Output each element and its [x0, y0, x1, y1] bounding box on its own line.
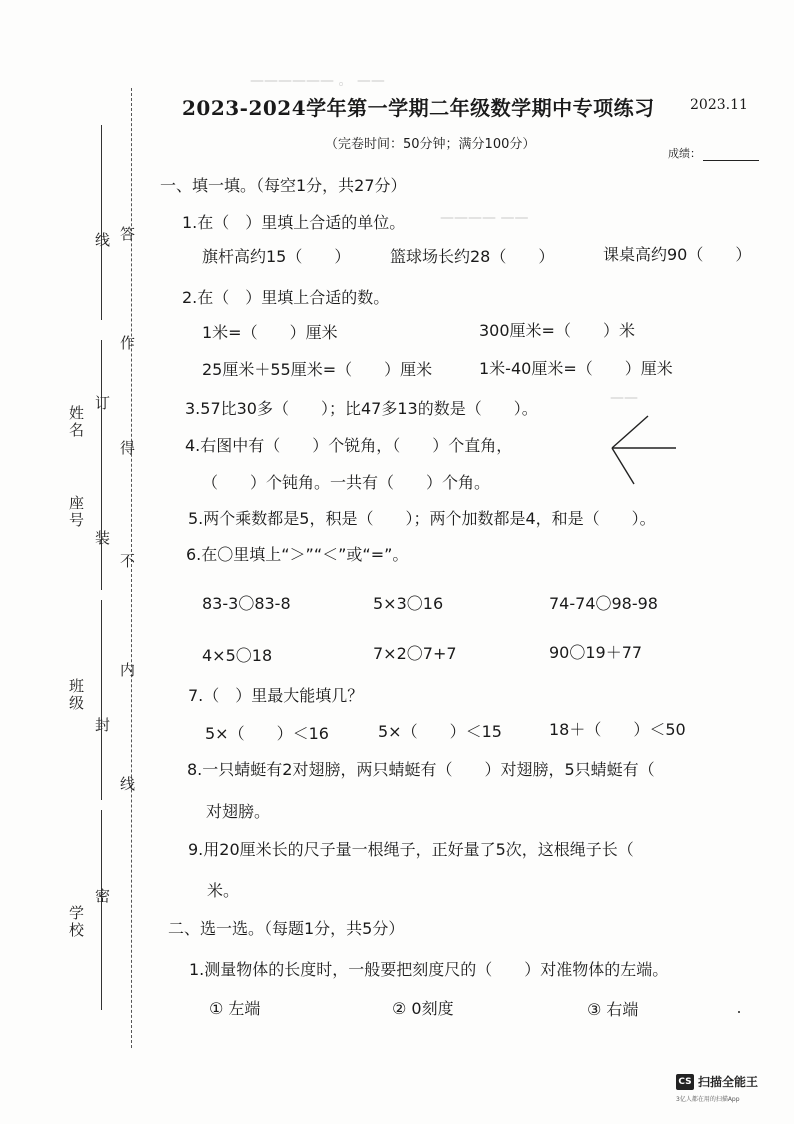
camscanner-name: 扫描全能王: [698, 1075, 759, 1089]
question-2-item: 1米-40厘米=（ ）厘米: [479, 359, 673, 378]
camscanner-watermark: [676, 1073, 758, 1090]
binding-underline: [101, 125, 102, 320]
angle-figure: [604, 408, 684, 488]
question-6-item: 74-74〇98-98: [549, 594, 658, 613]
option-c[interactable]: ③ 右端: [587, 1000, 639, 1019]
question-6-stem: 6.在〇里填上“＞”“＜”或“=”。: [186, 545, 409, 564]
bleed-through-mark: ——: [610, 390, 638, 406]
question-5: 5.两个乘数都是5，积是（ ）；两个加数都是4，和是（ ）。: [188, 509, 656, 528]
binding-word: 作: [118, 335, 136, 352]
binding-underline: [101, 340, 102, 590]
speck: [738, 1011, 740, 1013]
question-6-item: 7×2〇7+7: [373, 644, 457, 663]
school-label: 学校: [67, 905, 85, 939]
section-heading: 二、选一选。（每题1分，共5分）: [168, 919, 405, 938]
binding-word: 答: [118, 226, 136, 243]
exam-date: 2023.11: [690, 97, 748, 113]
question-6-item: 90〇19＋77: [549, 643, 643, 662]
binding-word: 装: [93, 530, 111, 547]
angle-ray: [612, 448, 634, 484]
binding-word: 不: [118, 553, 136, 570]
question-7-item: 5×（ ）＜16: [205, 724, 329, 743]
question-6-item: 5×3〇16: [373, 594, 444, 613]
question-7-item: 5×（ ）＜15: [378, 722, 502, 741]
question-1-stem: 1.在（ ）里填上合适的单位。: [182, 213, 406, 232]
question-2-item: 300厘米=（ ）米: [479, 321, 635, 340]
section-heading: 一、填一填。（每空1分，共27分）: [160, 176, 407, 195]
binding-word: 封: [93, 717, 111, 734]
question-6-item: 83-3〇83-8: [202, 594, 291, 613]
seat-label: 座号: [67, 495, 85, 529]
name-label: 姓名: [67, 405, 85, 439]
binding-word: 订: [93, 395, 111, 412]
section-2-question-1-stem: 1.测量物体的长度时，一般要把刻度尺的（ ）对准物体的左端。: [189, 960, 669, 979]
question-2-item: 25厘米＋55厘米=（ ）厘米: [202, 360, 433, 379]
binding-word: 密: [93, 888, 111, 905]
question-6-item: 4×5〇18: [202, 646, 273, 665]
question-1-item: 课桌高约90（ ）: [603, 245, 752, 264]
page-title: 2023-2024学年第一学期二年级数学期中专项练习: [182, 96, 655, 120]
question-9-line-2: 米。: [207, 881, 240, 900]
camscanner-tagline: 3亿人都在用的扫描App: [676, 1096, 740, 1103]
question-1-item: 旗杆高约15（ ）: [202, 247, 351, 266]
class-label: 班级: [67, 678, 85, 712]
score-label: 成绩：: [668, 147, 701, 160]
score-field[interactable]: [668, 145, 759, 161]
option-b[interactable]: ② 0刻度: [392, 999, 454, 1018]
angle-ray: [612, 416, 648, 448]
binding-word: 线: [93, 232, 111, 249]
binding-word: 得: [118, 440, 136, 457]
question-8-line-1: 8.一只蜻蜓有2对翅膀，两只蜻蜓有（ ）对翅膀，5只蜻蜓有（: [187, 760, 655, 779]
question-4-line-1: 4.右图中有（ ）个锐角，（ ）个直角，: [185, 436, 513, 455]
question-9-line-1: 9.用20厘米长的尺子量一根绳子，正好量了5次，这根绳子长（: [188, 840, 634, 859]
option-a[interactable]: ① 左端: [209, 999, 261, 1018]
bleed-through-mark: —————— 。 ——: [250, 73, 385, 89]
question-2-item: 1米=（ ）厘米: [202, 323, 338, 342]
question-1-item: 篮球场长约28（ ）: [390, 247, 555, 266]
question-7-item: 18＋（ ）＜50: [549, 720, 686, 739]
question-3: 3.57比30多（ ）；比47多13的数是（ ）。: [185, 399, 538, 418]
exam-subtitle: （完卷时间：50分钟；满分100分）: [325, 137, 536, 152]
binding-underline: [101, 810, 102, 1010]
question-2-stem: 2.在（ ）里填上合适的数。: [182, 288, 390, 307]
camscanner-logo-icon: CS: [676, 1074, 694, 1090]
question-8-line-2: 对翅膀。: [206, 802, 271, 821]
question-4-line-2: （ ）个钝角。一共有（ ）个角。: [202, 473, 491, 492]
question-7-stem: 7.（ ）里最大能填几？: [188, 686, 364, 705]
bleed-through-mark: ———— ——: [440, 210, 529, 226]
binding-word: 内: [118, 662, 136, 679]
binding-word: 线: [118, 776, 136, 793]
binding-underline: [101, 600, 102, 800]
score-blank[interactable]: [703, 160, 759, 161]
